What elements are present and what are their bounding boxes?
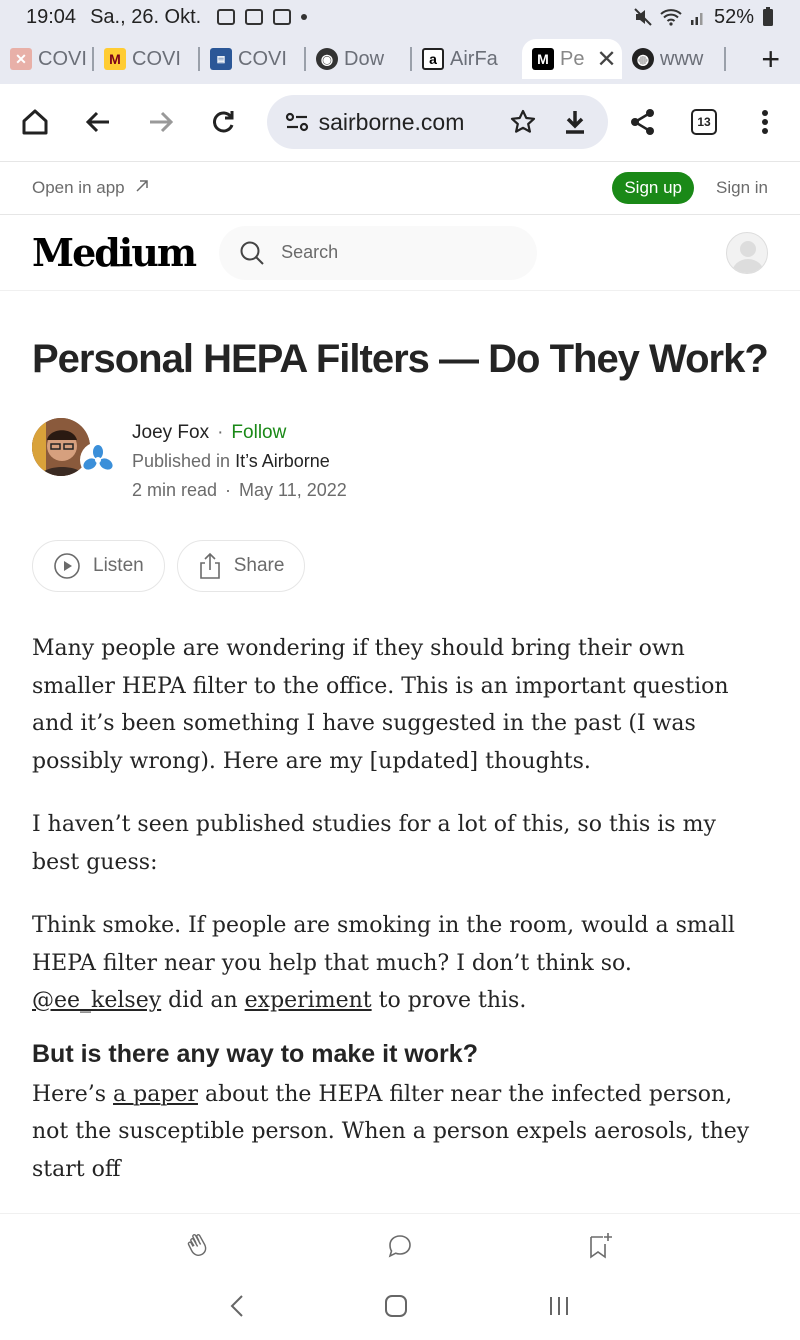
system-home-button[interactable] <box>384 1294 408 1323</box>
amazon-icon: a <box>422 48 444 70</box>
battery-icon <box>762 7 774 27</box>
read-time: 2 min read <box>132 480 218 500</box>
site-settings-icon[interactable] <box>285 111 309 133</box>
address-bar[interactable] <box>267 95 608 149</box>
covid-logo-icon: ✕ <box>10 48 32 70</box>
game-notification-icon <box>245 9 263 25</box>
search-input[interactable] <box>219 226 537 280</box>
tab-2[interactable]: M COVI <box>94 39 198 79</box>
status-date: Sa., 26. Okt. <box>90 5 202 28</box>
publication-logo[interactable] <box>80 442 116 478</box>
share-page-button[interactable] <box>624 102 663 142</box>
battery-percent: 52% <box>713 5 754 28</box>
recents-icon <box>547 1294 571 1318</box>
share-icon <box>629 108 657 136</box>
kelsey-link[interactable]: @ee_kelsey <box>32 988 162 1013</box>
university-logo-icon: M <box>104 48 126 70</box>
publish-date: May 11, 2022 <box>239 480 347 500</box>
share-upload-icon <box>198 552 222 580</box>
forward-button[interactable] <box>141 102 180 142</box>
paragraph: I haven’t seen published studies for a lot of this, so this is my best guess: <box>32 812 716 875</box>
open-in-app-bar <box>0 161 800 215</box>
paper-link[interactable]: a paper <box>113 1081 198 1107</box>
tab-active-medium[interactable]: M Pe ✕ <box>522 39 622 79</box>
clap-button[interactable] <box>180 1226 220 1266</box>
tab-5[interactable]: a AirFa <box>412 39 516 79</box>
reload-button[interactable] <box>204 102 243 142</box>
browser-toolbar <box>0 84 800 160</box>
message-notification-icon <box>217 9 235 25</box>
tab-7[interactable]: ◍ www <box>622 39 724 79</box>
home-button[interactable] <box>16 102 55 142</box>
article-title: Personal HEPA Filters — Do They Work? <box>32 337 768 381</box>
tab-divider <box>724 47 726 71</box>
listen-label: Listen <box>93 555 144 576</box>
mute-icon <box>634 8 652 26</box>
medium-logo[interactable]: Medium <box>32 230 196 275</box>
medium-icon: M <box>532 48 554 70</box>
system-recents-button[interactable] <box>547 1294 571 1323</box>
chrome-download-icon: ◉ <box>316 48 338 70</box>
author-meta <box>132 418 347 512</box>
url-text[interactable]: sairborne.com <box>318 108 465 135</box>
separator-dot: · <box>225 480 232 500</box>
paragraph: Here’s a paper about the HEPA filter near the infected person, not the susceptible person. When a person expels aerosols, they start off <box>32 1081 750 1182</box>
star-icon <box>510 109 536 135</box>
browser-tab-strip <box>0 34 800 84</box>
share-label: Share <box>233 555 285 576</box>
user-avatar[interactable] <box>726 232 768 274</box>
paragraph: Think smoke. If people are smoking in the room, would a small HEPA filter near you help that much? I don’t think so. @ee_kelsey did an experiment to prove this. <box>32 913 735 1013</box>
download-button[interactable] <box>560 109 590 135</box>
article-body <box>32 630 768 1188</box>
clap-icon <box>186 1232 214 1260</box>
system-back-button[interactable] <box>229 1294 245 1323</box>
status-time: 19:04 <box>26 5 77 28</box>
search-placeholder: Search <box>281 242 339 262</box>
author-name[interactable]: Joey Fox <box>132 422 210 443</box>
follow-button[interactable]: Follow <box>231 422 287 443</box>
share-article-button[interactable] <box>177 540 306 592</box>
experiment-link[interactable]: experiment <box>244 988 372 1013</box>
search-icon <box>239 240 265 266</box>
gallery-notification-icon <box>273 9 291 25</box>
published-in-label: Published in <box>132 451 231 471</box>
chevron-left-icon <box>229 1294 245 1318</box>
tab-1[interactable]: ✕ COVI <box>0 39 92 79</box>
more-vertical-icon <box>761 109 769 135</box>
journal-logo-icon: ▤ <box>210 48 232 70</box>
medium-header <box>0 215 800 291</box>
article-bottom-bar <box>0 1213 800 1277</box>
fan-icon <box>82 444 114 476</box>
download-icon <box>563 109 587 135</box>
separator-dot: · <box>217 422 224 443</box>
publication-name[interactable]: It’s Airborne <box>235 451 330 471</box>
sign-up-button[interactable]: Sign up <box>612 172 694 204</box>
arrow-left-icon <box>85 109 111 135</box>
signal-icon <box>690 8 706 26</box>
article-actions <box>32 540 768 592</box>
menu-button[interactable] <box>745 102 784 142</box>
new-tab-button[interactable]: + <box>761 40 780 77</box>
comment-button[interactable] <box>380 1226 420 1266</box>
article <box>32 334 768 1214</box>
section-heading: But is there any way to make it work? <box>32 1039 478 1068</box>
tab-3[interactable]: ▤ COVI <box>200 39 304 79</box>
home-square-icon <box>384 1294 408 1318</box>
wifi-icon <box>660 8 682 26</box>
tab-4[interactable]: ◉ Dow <box>306 39 410 79</box>
home-icon <box>21 108 49 136</box>
author-block <box>32 418 768 512</box>
status-bar <box>0 0 800 34</box>
bookmark-add-icon <box>587 1232 613 1260</box>
reload-icon <box>210 109 236 135</box>
bookmark-star-button[interactable] <box>508 109 538 135</box>
open-in-app-link[interactable]: Open in app <box>32 178 149 198</box>
paragraph: Many people are wondering if they should bring their own smaller HEPA filter to the office. This is an important question and it’s been something I have suggested in the past (I was possibly wrong). Here are my [updated] thoughts. <box>32 636 729 774</box>
play-circle-icon <box>53 552 81 580</box>
system-nav-bar <box>0 1277 800 1340</box>
sign-in-link[interactable]: Sign in <box>716 178 768 197</box>
tab-switcher-button[interactable] <box>685 102 724 142</box>
tab-count: 13 <box>691 109 717 135</box>
arrow-right-icon <box>148 109 174 135</box>
more-notifications-icon <box>301 14 307 20</box>
globe-icon: ◍ <box>632 48 654 70</box>
listen-button[interactable] <box>32 540 165 592</box>
default-avatar-icon <box>727 233 768 274</box>
close-tab-icon[interactable]: ✕ <box>596 45 617 73</box>
external-arrow-icon <box>135 179 149 193</box>
bookmark-button[interactable] <box>580 1226 620 1266</box>
back-button[interactable] <box>79 102 118 142</box>
comment-icon <box>387 1233 413 1259</box>
